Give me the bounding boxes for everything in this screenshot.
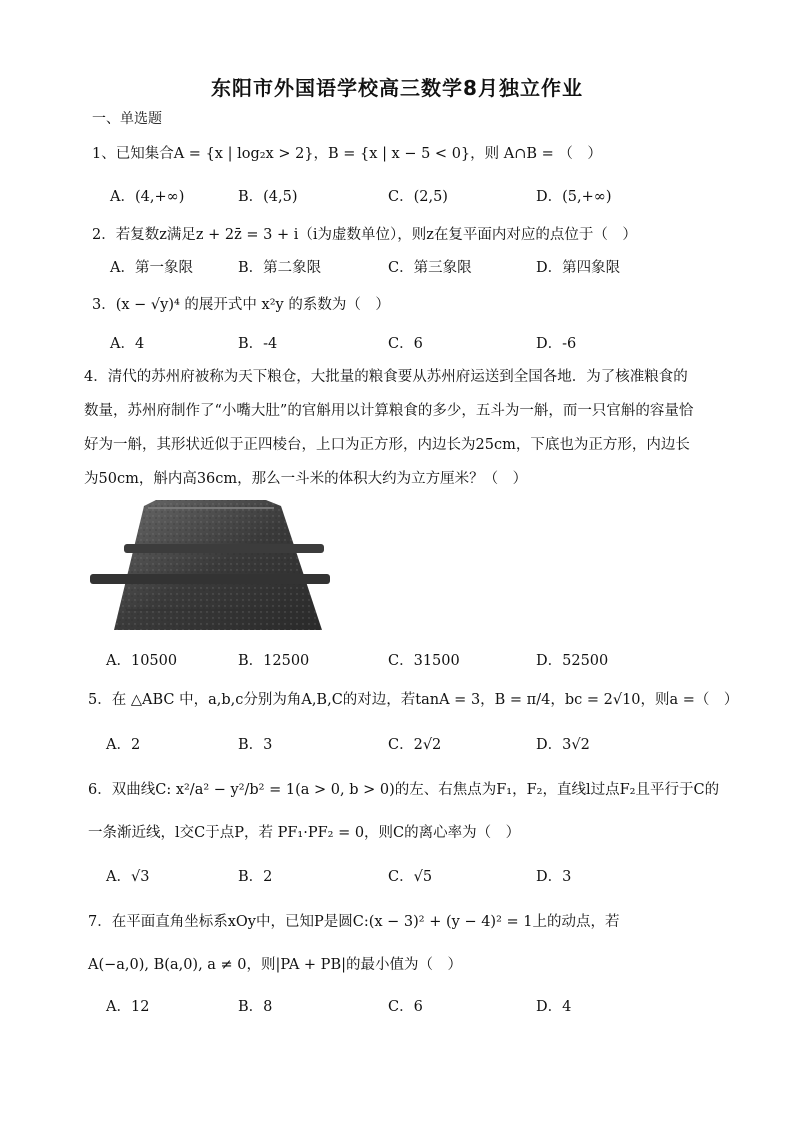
question-5-option-a: A．2: [106, 737, 141, 753]
question-6-option-c: C．√5: [388, 869, 433, 885]
question-3-stem: 3．(x − √y)⁴ 的展开式中 x²y 的系数为（ ）: [92, 297, 390, 313]
question-3-option-c: C．6: [388, 336, 423, 352]
lower-handle-bar: [90, 574, 330, 584]
question-6-option-a: A．√3: [106, 869, 150, 885]
upper-handle-bar: [124, 544, 324, 553]
official-dou-vessel-photo: [86, 490, 334, 634]
section-heading: 一、单选题: [92, 111, 162, 127]
question-2-option-c: C．第三象限: [388, 260, 472, 276]
question-4-option-a: A．10500: [106, 653, 178, 669]
question-2-option-d: D．第四象限: [536, 260, 621, 276]
question-6-stem-line-1: 6．双曲线C: x²/a² − y²/b² = 1(a > 0, b > 0)的左、右焦点为F₁，F₂，直线l过点F₂且平行于C的: [88, 782, 720, 798]
question-4-option-b: B．12500: [238, 653, 310, 669]
question-7-option-b: B．8: [238, 999, 273, 1015]
question-3-option-d: D．-6: [536, 336, 577, 352]
question-1-option-d: D．(5,+∞): [536, 189, 612, 205]
question-5-option-c: C．2√2: [388, 737, 442, 753]
question-3-option-b: B．-4: [238, 336, 278, 352]
question-2-stem: 2．若复数z满足z + 2z̄ = 3 + i（i为虚数单位），则z在复平面内对应的点位于（ ）: [92, 227, 637, 243]
question-7-option-a: A．12: [106, 999, 150, 1015]
question-7-option-c: C．6: [388, 999, 423, 1015]
question-6-option-b: B．2: [238, 869, 273, 885]
question-4-option-c: C．31500: [388, 653, 460, 669]
question-1-option-c: C．(2,5): [388, 189, 448, 205]
question-4-stem: 4．清代的苏州府被称为天下粮仓，大批量的粮食要从苏州府运送到全国各地．为了核准粮食的数量，苏州府制作了“小嘴大肚”的官斛用以计算粮食的多少，五斗为一斛，而一只官斛的容量恰好为一斛，其形状近似于正四棱台，上口为正方形，内边长为25cm，下底也为正方形，内边长为50cm，斛内高36cm，那么一斗米的体积大约为立方厘米？（ ）: [84, 369, 694, 487]
question-7-stem-line-2: A(−a,0), B(a,0), a ≠ 0，则|PA + PB|的最小值为（ ）: [88, 957, 462, 973]
question-5-option-b: B．3: [238, 737, 273, 753]
question-3-option-a: A．4: [110, 336, 145, 352]
question-7-stem-line-1: 7．在平面直角坐标系xOy中，已知P是圆C:(x − 3)² + (y − 4)² = 1上的动点，若: [88, 914, 620, 930]
question-1-option-a: A．(4,+∞): [110, 189, 185, 205]
question-4-option-d: D．52500: [536, 653, 609, 669]
page-title: 东阳市外国语学校高三数学8月独立作业: [211, 76, 583, 100]
question-5-option-d: D．3√2: [536, 737, 590, 753]
question-1-option-b: B．(4,5): [238, 189, 298, 205]
question-6-option-d: D．3: [536, 869, 572, 885]
question-1-stem: 1、已知集合A = {x | log₂x > 2}，B = {x | x − 5 < 0}，则 A∩B = （ ）: [92, 146, 602, 162]
question-6-stem-line-2: 一条渐近线，l交C于点P，若 PF₁·PF₂ = 0，则C的离心率为（ ）: [88, 825, 521, 841]
question-2-option-b: B．第二象限: [238, 260, 322, 276]
question-5-stem: 5．在 △ABC 中，a,b,c分别为角A,B,C的对边，若tanA = 3，B = π/4，bc = 2√10，则a =（ ）: [88, 692, 739, 708]
question-2-option-a: A．第一象限: [110, 260, 193, 276]
question-7-option-d: D．4: [536, 999, 572, 1015]
